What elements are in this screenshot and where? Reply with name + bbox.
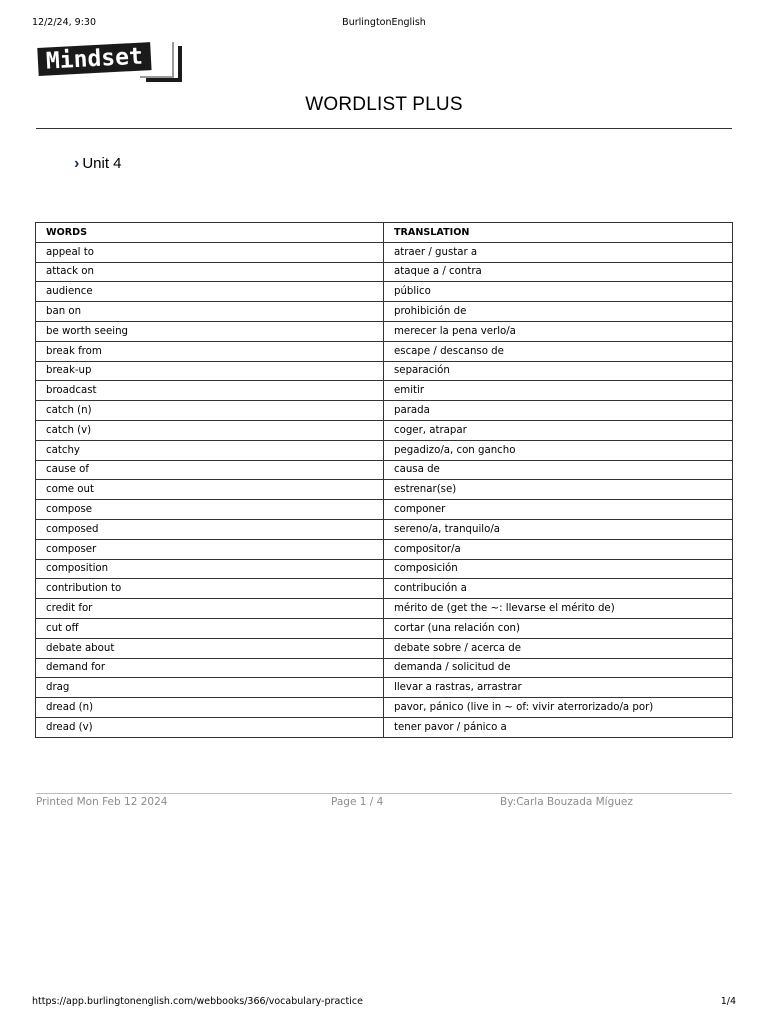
word-cell: break-up <box>36 361 384 381</box>
mindset-logo <box>36 42 188 86</box>
table-row <box>36 539 733 559</box>
footer-printed-date: Printed Mon Feb 12 2024 <box>36 796 168 808</box>
table-row <box>36 480 733 500</box>
translation-cell: pavor, pánico (live in ~ of: vivir aterrorizado/a por) <box>384 698 733 718</box>
translation-cell: pegadizo/a, con gancho <box>384 440 733 460</box>
word-cell: drag <box>36 678 384 698</box>
word-cell: be worth seeing <box>36 321 384 341</box>
translation-cell: llevar a rastras, arrastrar <box>384 678 733 698</box>
table-row <box>36 698 733 718</box>
unit-heading[interactable] <box>74 155 122 173</box>
table-row <box>36 559 733 579</box>
translation-cell: contribución a <box>384 579 733 599</box>
footer-divider <box>36 793 732 794</box>
word-cell: credit for <box>36 599 384 619</box>
table-row <box>36 519 733 539</box>
table-row <box>36 262 733 282</box>
translation-cell: prohibición de <box>384 302 733 322</box>
logo-text: Mindset <box>37 42 151 76</box>
table-row <box>36 717 733 737</box>
translation-cell: componer <box>384 500 733 520</box>
translation-cell: separación <box>384 361 733 381</box>
footer-page-number: Page 1 / 4 <box>331 796 384 808</box>
translation-cell: público <box>384 282 733 302</box>
word-cell: compose <box>36 500 384 520</box>
table-row <box>36 381 733 401</box>
print-site-title: BurlingtonEnglish <box>342 17 426 28</box>
table-row <box>36 579 733 599</box>
translation-cell: ataque a / contra <box>384 262 733 282</box>
translation-cell: parada <box>384 401 733 421</box>
title-divider <box>36 128 732 129</box>
logo-frame <box>146 46 182 82</box>
translation-cell: merecer la pena verlo/a <box>384 321 733 341</box>
word-cell: appeal to <box>36 242 384 262</box>
word-cell: break from <box>36 341 384 361</box>
word-cell: contribution to <box>36 579 384 599</box>
table-row <box>36 638 733 658</box>
print-page-count: 1/4 <box>720 996 736 1007</box>
translation-cell: tener pavor / pánico a <box>384 717 733 737</box>
table-row <box>36 282 733 302</box>
translation-cell: escape / descanso de <box>384 341 733 361</box>
translation-cell: demanda / solicitud de <box>384 658 733 678</box>
translation-cell: cortar (una relación con) <box>384 618 733 638</box>
table-row <box>36 440 733 460</box>
header-translation: TRANSLATION <box>384 223 733 243</box>
word-cell: ban on <box>36 302 384 322</box>
word-cell: dread (v) <box>36 717 384 737</box>
print-footer <box>32 996 736 1008</box>
translation-cell: sereno/a, tranquilo/a <box>384 519 733 539</box>
translation-cell: compositor/a <box>384 539 733 559</box>
word-cell: composer <box>36 539 384 559</box>
translation-cell: debate sobre / acerca de <box>384 638 733 658</box>
word-cell: catch (n) <box>36 401 384 421</box>
translation-cell: composición <box>384 559 733 579</box>
word-cell: catchy <box>36 440 384 460</box>
word-cell: composition <box>36 559 384 579</box>
print-datetime: 12/2/24, 9:30 <box>32 17 96 28</box>
wordlist-table <box>35 222 733 738</box>
table-row <box>36 361 733 381</box>
translation-cell: emitir <box>384 381 733 401</box>
table-row <box>36 341 733 361</box>
translation-cell: causa de <box>384 460 733 480</box>
table-row <box>36 599 733 619</box>
translation-cell: coger, atrapar <box>384 420 733 440</box>
wordlist-body <box>36 242 733 737</box>
table-row <box>36 420 733 440</box>
table-header-row <box>36 223 733 243</box>
page-title: WORDLIST PLUS <box>305 94 463 115</box>
table-row <box>36 321 733 341</box>
footer-author: By:Carla Bouzada Míguez <box>500 796 633 808</box>
word-cell: come out <box>36 480 384 500</box>
table-row <box>36 618 733 638</box>
table-row <box>36 500 733 520</box>
translation-cell: estrenar(se) <box>384 480 733 500</box>
word-cell: demand for <box>36 658 384 678</box>
table-row <box>36 302 733 322</box>
table-row <box>36 401 733 421</box>
table-row <box>36 242 733 262</box>
translation-cell: mérito de (get the ~: llevarse el mérito de) <box>384 599 733 619</box>
word-cell: cut off <box>36 618 384 638</box>
translation-cell: atraer / gustar a <box>384 242 733 262</box>
chevron-right-icon: › <box>74 155 80 172</box>
word-cell: cause of <box>36 460 384 480</box>
table-row <box>36 678 733 698</box>
word-cell: debate about <box>36 638 384 658</box>
word-cell: catch (v) <box>36 420 384 440</box>
word-cell: broadcast <box>36 381 384 401</box>
print-header <box>32 17 736 29</box>
word-cell: dread (n) <box>36 698 384 718</box>
word-cell: attack on <box>36 262 384 282</box>
word-cell: composed <box>36 519 384 539</box>
print-url: https://app.burlingtonenglish.com/webbooks/366/vocabulary-practice <box>32 996 363 1007</box>
table-row <box>36 658 733 678</box>
word-cell: audience <box>36 282 384 302</box>
unit-label: Unit 4 <box>82 155 122 172</box>
table-row <box>36 460 733 480</box>
header-words: WORDS <box>36 223 384 243</box>
